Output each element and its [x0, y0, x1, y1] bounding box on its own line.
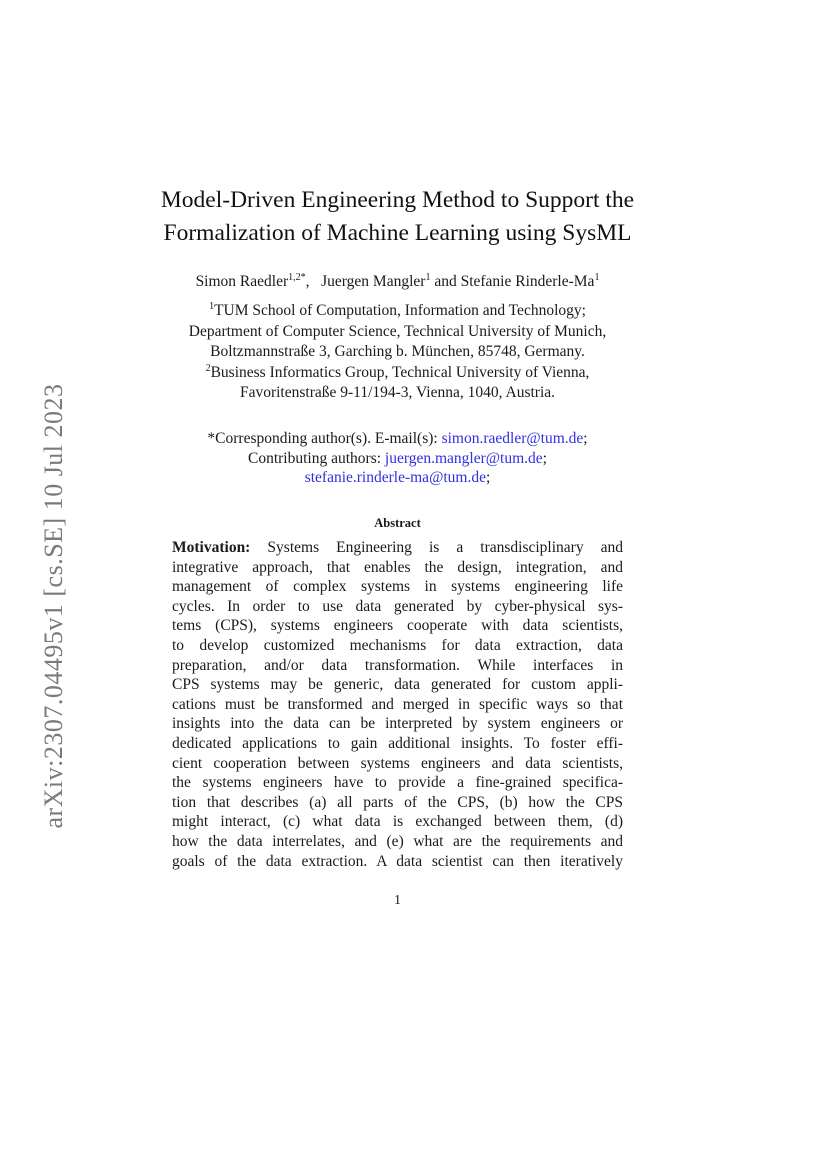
abstract-line: integrative approach, that enables the design, integration, and — [172, 558, 623, 576]
affiliation-line: Favoritenstraße 9-11/194-3, Vienna, 1040, Austria. — [239, 384, 556, 402]
author-list: Simon Raedler$^{1,2*}$, Juergen Mangler$^1$ and Stefanie Rinderle-Ma$^1$ — [195, 272, 600, 290]
author-affiliation-mark: 1 — [594, 272, 600, 283]
paper-title — [100, 184, 695, 250]
abstract-line: dedicated applications to gain additional insights. To foster effi- — [172, 734, 623, 752]
affiliation-mark: 2 — [205, 362, 211, 374]
abstract-heading: Abstract — [374, 516, 421, 530]
abstract-line: tems (CPS), systems engineers cooperate with data scientists, — [172, 617, 623, 635]
abstract-line: cations must be transformed and merged in specific ways so that — [172, 695, 623, 713]
page-number: 1 — [394, 893, 401, 908]
abstract-line: Motivation: Systems Engineering is a transdisciplinary and — [172, 539, 624, 556]
contributing-authors-line: Contributing authors: juergen.mangler@tum.de; — [248, 449, 547, 467]
affiliation-line: $^2$Business Informatics Group, Technical University of Vienna, — [205, 362, 590, 381]
abstract-line: might interact, (c) what data is exchanged between them, (d) — [172, 813, 623, 831]
author-name: Simon Raedler — [195, 273, 289, 290]
abstract-line: cycles. In order to use data generated by cyber-physical sys- — [172, 597, 623, 615]
abstract-line: to develop customized mechanisms for data extraction, data — [172, 636, 623, 654]
author-affiliation-mark: 1,2* — [288, 272, 306, 283]
contributing-authors-line: stefanie.rinderle-ma@tum.de; — [304, 469, 491, 487]
abstract-line: tion that describes (a) all parts of the CPS, (b) how the CPS — [172, 793, 623, 811]
affiliation-mark: 1 — [209, 301, 215, 312]
abstract-lead: Motivation: — [172, 539, 251, 556]
affiliation-line: Department of Computer Science, Technical University of Munich, — [188, 322, 607, 340]
corresponding-email-link[interactable]: simon.raedler@tum.de — [441, 430, 584, 447]
abstract-line: cient cooperation between systems engineers and data scientists, — [172, 754, 623, 772]
abstract-line: preparation, and/or data transformation. While interfaces in — [172, 656, 623, 674]
abstract-line: how the data interrelates, and (e) what are the requirements and — [172, 832, 623, 850]
author-name: Juergen Mangler — [321, 273, 426, 290]
title-line: Formalization of Machine Learning using SysML — [163, 220, 632, 246]
abstract-line: the systems engineers have to provide a fine-grained specifica- — [172, 774, 623, 792]
arxiv-identifier-stamp: arXiv:2307.04495v1 [cs.SE] 10 Jul 2023 — [39, 383, 68, 829]
contributing-email-link[interactable]: stefanie.rinderle-ma@tum.de — [304, 469, 486, 487]
affiliations — [100, 301, 695, 404]
author-conjunction: and — [434, 273, 457, 290]
abstract-line: insights into the data can be interpreted by system engineers or — [172, 715, 623, 733]
author-affiliation-mark: 1 — [425, 272, 431, 283]
title-line: Model-Driven Engineering Method to Support the — [160, 187, 635, 213]
corresponding-author-line: *Corresponding author(s). E-mail(s): simon.raedler@tum.de; — [207, 430, 588, 447]
author-name: Stefanie Rinderle-Ma — [460, 273, 595, 290]
abstract-line: goals of the data extraction. A data scientist can then iteratively — [172, 852, 623, 870]
abstract-line: CPS systems may be generic, data generated for custom appli- — [172, 676, 623, 694]
abstract-body — [172, 538, 623, 871]
contributing-email-link[interactable]: juergen.mangler@tum.de — [384, 449, 543, 467]
correspondence-block — [100, 429, 695, 488]
abstract-line: management of complex systems in systems engineering life — [172, 578, 623, 596]
affiliation-line: $^1$TUM School of Computation, Information and Technology; — [209, 301, 586, 319]
affiliation-line: Boltzmannstraße 3, Garching b. München, 85748, Germany. — [210, 343, 585, 361]
